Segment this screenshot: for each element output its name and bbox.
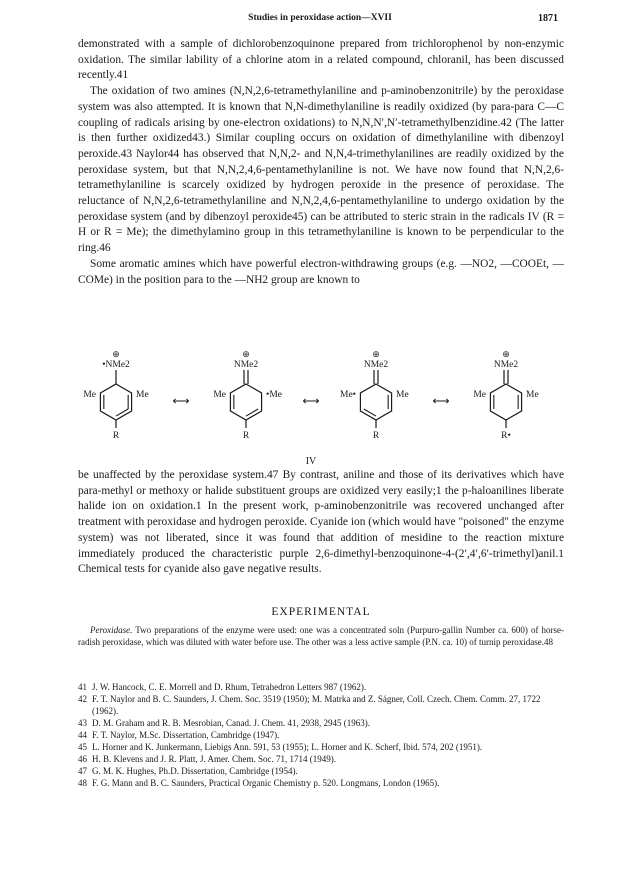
nme2-label: NMe2 xyxy=(233,360,259,370)
methyl-label-left: Me xyxy=(83,390,96,400)
experimental-paragraph xyxy=(78,624,564,648)
reference-item: 47 G. M. K. Hughes, Ph.D. Dissertation, Cambridge (1954). xyxy=(78,766,298,776)
running-title: Studies in peroxidase action—XVII xyxy=(248,13,392,23)
nme2-label: NMe2 xyxy=(493,360,519,370)
positive-charge-label: ⊕ xyxy=(372,349,380,359)
benzene-ring xyxy=(230,384,261,420)
reference-item: 45 L. Horner and K. Junkermann, Liebigs Ann. 591, 53 (1955); L. Horner and K. Scherf, Ibid. 574, 202 (1951). xyxy=(78,742,483,752)
reference-item: 42 F. T. Naylor and B. C. Saunders, J. Chem. Soc. 3519 (1950); M. Matrka and Z. Ságner, Coll. Czech. Chem. Comm. 27, 1722 (1962). xyxy=(78,694,541,716)
r-group-label: R xyxy=(242,431,250,441)
methyl-label-right: Me xyxy=(396,390,409,400)
paragraph: Some aromatic amines which have powerful electron-withdrawing groups (e.g. —NO2, —COOEt, —COMe) in the position para to the —NH2 group are known to xyxy=(78,257,564,286)
page-header xyxy=(78,13,562,27)
reference-item: 41 J. W. Hancock, C. E. Morrell and D. Rhum, Tetrahedron Letters 987 (1962). xyxy=(78,682,367,692)
positive-charge-label: ⊕ xyxy=(502,349,510,359)
experimental-lead: Peroxidase. xyxy=(90,625,133,635)
r-group-label: R xyxy=(112,431,120,441)
r-group-label: R• xyxy=(501,431,511,441)
methyl-label-left: Me xyxy=(213,390,226,400)
resonance-arrow: ⟷ xyxy=(302,394,320,408)
nme2-label: •NMe2 xyxy=(102,360,130,370)
methyl-label-left: Me xyxy=(473,390,486,400)
reference-item: 46 H. B. Klevens and J. R. Platt, J. Amer. Chem. Soc. 71, 1714 (1949). xyxy=(78,754,336,764)
body-text-bottom xyxy=(78,468,564,578)
body-text-top xyxy=(78,37,564,288)
positive-charge-label: ⊕ xyxy=(242,349,250,359)
methyl-label-right: •Me xyxy=(266,390,282,400)
page-number: 1871 xyxy=(538,13,558,24)
reference-item: 43 D. M. Graham and R. B. Mesrobian, Canad. J. Chem. 41, 2938, 2945 (1963). xyxy=(78,718,370,728)
ring-double-bond xyxy=(246,409,258,416)
paragraph: be unaffected by the peroxidase system.47 By contrast, aniline and those of its derivatives which have para-methyl or methoxy or halide substituent groups are oxidized very easily;1 the p-haloanilines liberate halide ion on oxidation.1 In the present work, p-aminobenzonitrile was recovered unchanged after treatment with peroxidase and hydrogen peroxide. Cyanide ion (which would have "poisoned" the enzyme system) was not liberated, since it was found that addition of mesidine to the reaction mixture immediately produced the characteristic purple 2,6-dimethyl-benzoquinone-4-(2′,4′,6′-trimethyl)anil.1 Chemical tests for cyanide also gave negative results. xyxy=(78,469,564,576)
paragraph: The oxidation of two amines (N,N,2,6-tetramethylaniline and p-aminobenzonitrile) by the peroxidase system was also attempted. It is known that N,N-dimethylaniline is readily oxidized (by para-para C—C coupling of radicals arising by one-electron oxidations) to N,N,N′,N′-tetramethylbenzidine.42 (The latter is then further oxidized43.) Similar coupling occurs on oxidation of dimethylaniline with dibenzoyl peroxide.43 Naylor44 has observed that N,N,2- and N,N,4-trimethylanilines are readily oxidized by the peroxidase system, but that N,N,2,4,6-pentamethylaniline is not. We have now found that N,N,2,6-tetramethylaniline is scarcely oxidized by hydrogen peroxide in the presence of peroxidase. The reluctance of N,N,2,6-tetramethylaniline and N,N,2,4,6-pentamethylaniline to undergo oxidation by the peroxidase system (and by dibenzoyl peroxide45) can be attributed to steric strain in the radicals IV (R = H or R = Me); the dimethylamino group in this tetramethylaniline is known to be perpendicular to the ring.46 xyxy=(78,85,564,255)
resonance-arrow: ⟷ xyxy=(432,394,450,408)
section-heading-experimental: EXPERIMENTAL xyxy=(271,606,371,618)
structure-label-iv: IV xyxy=(305,456,317,467)
reference-item: 48 F. G. Mann and B. C. Saunders, Practical Organic Chemistry p. 520. Longmans, London (1965). xyxy=(78,778,440,788)
methyl-label-right: Me xyxy=(526,390,539,400)
r-group-label: R xyxy=(372,431,380,441)
positive-charge-label: ⊕ xyxy=(112,349,120,359)
experimental-text: Two preparations of the enzyme were used: one was a concentrated soln (Purpuro-gallin Number ca. 600) of horse-radish peroxidase, which was diluted with water before use. The other was a less active sample (P.N. ca. 10) of turnip peroxidase.48 xyxy=(78,625,564,647)
references-list xyxy=(78,681,564,789)
ring-double-bond xyxy=(116,409,128,416)
benzene-ring xyxy=(100,384,131,420)
methyl-label-right: Me xyxy=(136,390,149,400)
benzene-ring xyxy=(360,384,391,420)
resonance-structures-diagram xyxy=(78,340,564,470)
ring-double-bond xyxy=(364,409,376,416)
reference-item: 44 F. T. Naylor, M.Sc. Dissertation, Cambridge (1947). xyxy=(78,730,280,740)
nme2-label: NMe2 xyxy=(363,360,389,370)
paragraph: demonstrated with a sample of dichlorobenzoquinone prepared from trichlorophenol by non-enzymic oxidation. The similar lability of a chlorine atom in a related compound, chloranil, has been discussed recently.41 xyxy=(78,38,564,82)
resonance-arrow: ⟷ xyxy=(172,394,190,408)
methyl-label-left: Me• xyxy=(340,390,356,400)
benzene-ring xyxy=(490,384,521,420)
